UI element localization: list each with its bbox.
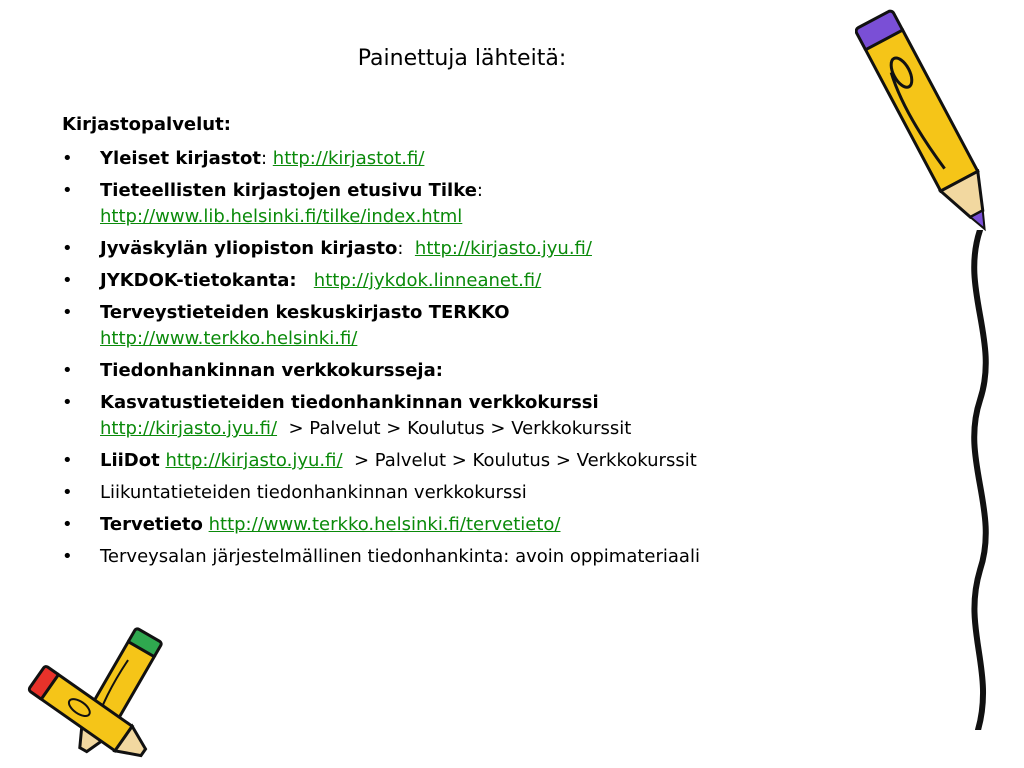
item-label: LiiDot: [100, 450, 160, 471]
item-label: Tervetieto: [100, 514, 203, 535]
item-label: Yleiset kirjastot: [100, 148, 261, 169]
item-link[interactable]: http://jykdok.linneanet.fi/: [313, 270, 542, 291]
list-item: [62, 268, 942, 294]
item-label: Jyväskylän yliopiston kirjasto: [100, 238, 398, 259]
item-sep: :: [476, 180, 483, 201]
item-link[interactable]: http://kirjasto.jyu.fi/: [100, 418, 278, 439]
list-item: [62, 512, 942, 538]
list-item: [62, 236, 942, 262]
item-label: Liikuntatieteiden tiedonhankinnan verkkokurssi: [100, 482, 527, 503]
item-path: > Palvelut > Koulutus > Verkkokurssit: [342, 450, 697, 471]
page-title: Painettuja lähteitä:: [357, 46, 567, 71]
item-sep: :: [397, 238, 415, 259]
squiggle-line: [950, 230, 1010, 730]
item-link[interactable]: http://kirjasto.jyu.fi/: [414, 238, 592, 259]
crossed-pencils-icon: [0, 610, 200, 765]
item-label: Tieteellisten kirjastojen etusivu Tilke: [100, 180, 477, 201]
item-sep: :: [261, 148, 273, 169]
item-link[interactable]: http://kirjasto.jyu.fi/: [165, 450, 343, 471]
section-heading: Kirjastopalvelut:: [62, 114, 231, 135]
list-item: [62, 544, 942, 570]
item-link[interactable]: http://www.lib.helsinki.fi/tilke/index.html: [100, 206, 463, 227]
item-label: Terveystieteiden keskuskirjasto TERKKO: [100, 302, 510, 323]
item-label: Tiedonhankinnan verkkokursseja:: [100, 360, 443, 381]
item-link[interactable]: http://kirjastot.fi/: [272, 148, 425, 169]
list-item: [62, 358, 942, 384]
item-label: Terveysalan järjestelmällinen tiedonhankinta: avoin oppimateriaali: [100, 546, 700, 567]
item-sep: [297, 270, 314, 291]
list-item: [62, 300, 942, 352]
item-label: JYKDOK-tietokanta:: [100, 270, 297, 291]
list-item: [62, 178, 942, 230]
item-link[interactable]: http://www.terkko.helsinki.fi/: [100, 328, 358, 349]
item-label: • Kasvatustieteiden tiedonhankinnan verkkokurssi: [100, 392, 599, 413]
list-item: [62, 390, 942, 442]
list-item: [62, 480, 942, 506]
item-path: > Palvelut > Koulutus > Verkkokurssit: [277, 418, 632, 439]
item-link[interactable]: http://www.terkko.helsinki.fi/tervetieto/: [208, 514, 561, 535]
list-item: [62, 146, 942, 172]
list-item: [62, 448, 942, 474]
resource-list: [62, 146, 942, 576]
